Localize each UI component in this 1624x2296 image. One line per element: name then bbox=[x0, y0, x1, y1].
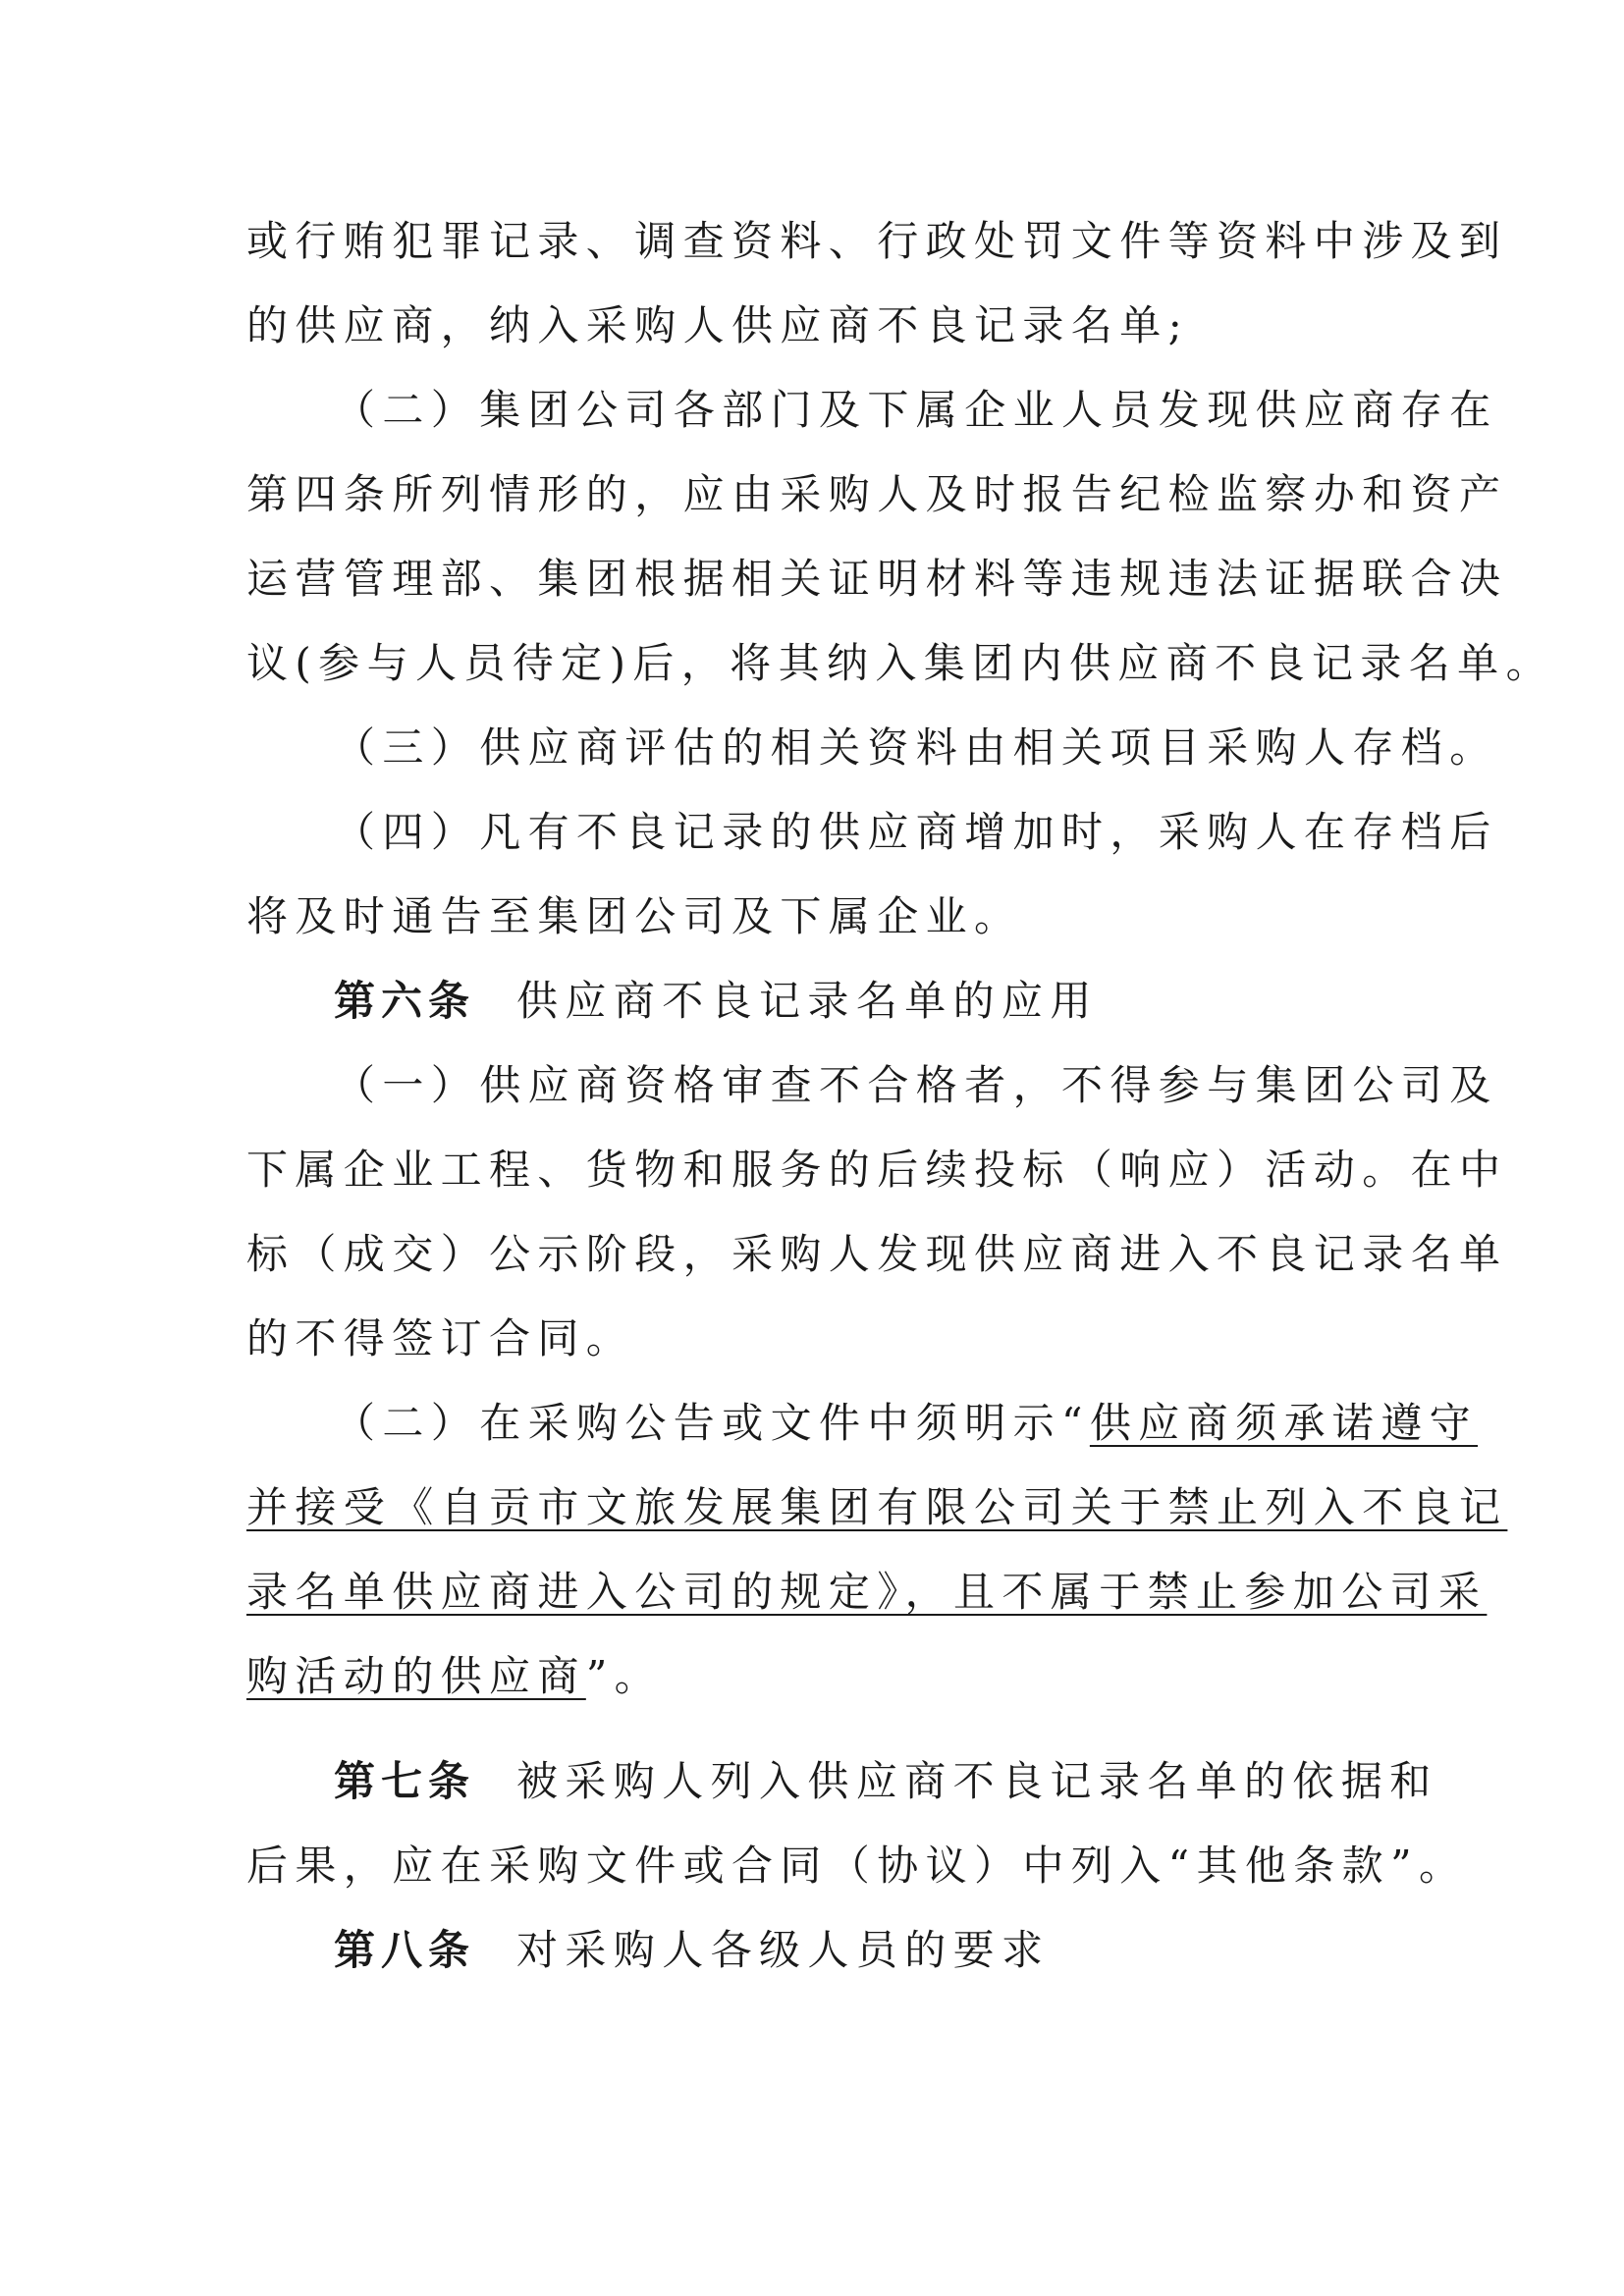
text-line bbox=[334, 1399, 1479, 1448]
text-line: （一）供应商资格审查不合格者，不得参与集团公司及 bbox=[334, 1061, 1498, 1109]
text-line: （三）供应商评估的相关资料由相关项目采购人存档。 bbox=[334, 723, 1498, 772]
text-span: 被采购人列入供应商不良记录名单的依据和 bbox=[516, 1757, 1438, 1805]
text-line: 或行贿犯罪记录、调查资料、行政处罚文件等资料中涉及到 bbox=[246, 217, 1508, 265]
article-number: 第八条 bbox=[334, 1926, 476, 1974]
underlined-text: 供应商须承诺遵守 bbox=[1089, 1399, 1479, 1447]
text-line: 后果，应在采购文件或合同（协议）中列入“其他条款”。 bbox=[246, 1842, 1468, 1890]
article-number: 第七条 bbox=[334, 1757, 476, 1805]
text-line bbox=[246, 1483, 1508, 1532]
text-line: 将及时通告至集团公司及下属企业。 bbox=[246, 892, 1023, 940]
text-line: 运营管理部、集团根据相关证明材料等违规违法证据联合决 bbox=[246, 555, 1508, 603]
text-span: ”。 bbox=[585, 1652, 664, 1700]
underlined-text: 并接受《自贡市文旅发展集团有限公司关于禁止列入不良记 bbox=[246, 1483, 1508, 1531]
article-8-heading bbox=[334, 1926, 1385, 1975]
text-span: （二）在采购公告或文件中须明示“ bbox=[334, 1399, 1090, 1447]
text-line: 议(参与人员待定)后，将其纳入集团内供应商不良记录名单。 bbox=[246, 639, 1554, 687]
text-line: 第四条所列情形的，应由采购人及时报告纪检监察办和资产 bbox=[246, 470, 1508, 518]
text-line: 的不得签订合同。 bbox=[246, 1314, 635, 1362]
underlined-text: 录名单供应商进入公司的规定》，且不属于禁止参加公司采 bbox=[246, 1568, 1488, 1616]
underlined-text: 购活动的供应商 bbox=[246, 1652, 586, 1700]
text-line: 标（成交）公示阶段，采购人发现供应商进入不良记录名单 bbox=[246, 1230, 1508, 1278]
article-number: 第六条 bbox=[334, 977, 476, 1025]
article-title: 对采购人各级人员的要求 bbox=[516, 1926, 1051, 1974]
text-line: 的供应商，纳入采购人供应商不良记录名单; bbox=[246, 301, 1190, 349]
text-line: 下属企业工程、货物和服务的后续投标（响应）活动。在中 bbox=[246, 1146, 1508, 1194]
text-line: （二）集团公司各部门及下属企业人员发现供应商存在 bbox=[334, 386, 1498, 434]
article-title: 供应商不良记录名单的应用 bbox=[516, 977, 1099, 1025]
article-7-heading bbox=[334, 1757, 1438, 1806]
text-line: （四）凡有不良记录的供应商增加时，采购人在存档后 bbox=[334, 808, 1498, 856]
text-line bbox=[246, 1568, 1488, 1617]
article-6-heading bbox=[334, 977, 1385, 1026]
text-line bbox=[246, 1652, 1385, 1701]
